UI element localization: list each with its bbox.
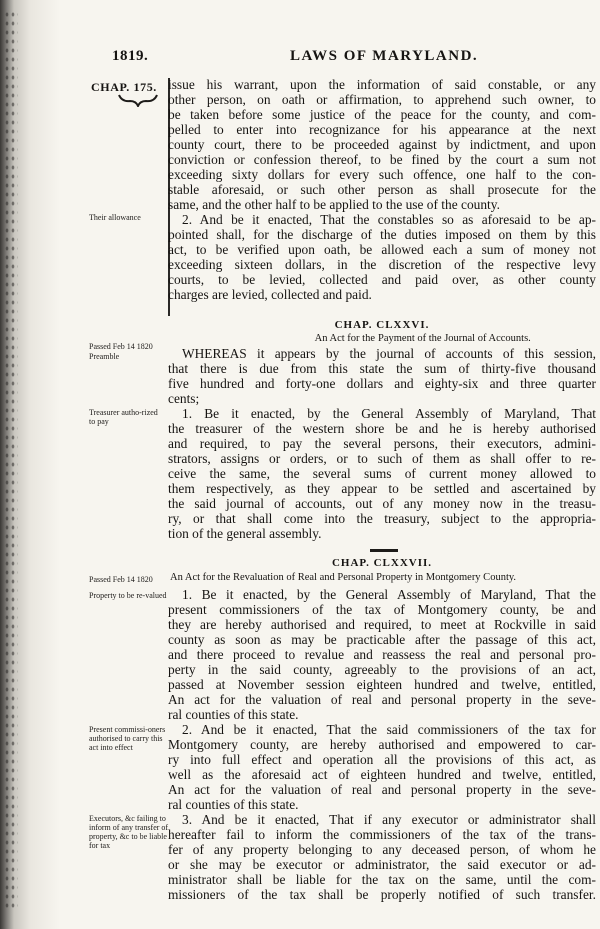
- c177-line-2: present commissioners of the tax of Montgomery county, be and: [168, 602, 596, 617]
- margin-note-executors: Executors, &c failing to inform of any transfer of property, &c to be liable for tax: [89, 814, 169, 850]
- page-binding-shadow: [0, 0, 70, 929]
- c177-line-5: and there proceed to revalue and reassess the real and personal pro-: [168, 647, 596, 662]
- c177-line-1: 1. Be it enacted, by the General Assembly of Maryland, That the: [182, 587, 596, 602]
- c175-line-7: exceeding sixty dollars for every such offence, one half to the con-: [168, 167, 596, 182]
- c175-line-9: same, and the other half to be applied to the use of the county.: [168, 197, 500, 212]
- margin-note-present-commissioners: Present commissi-oners authorised to carry this act into effect: [89, 725, 166, 752]
- c177-line-13: well as the aforesaid act of eighteen hundred and twelve, entitled,: [168, 767, 596, 782]
- c175-line-10: 2. And be it enacted, That the constables so as aforesaid to be ap-: [182, 212, 596, 227]
- page-year: 1819.: [112, 48, 149, 64]
- c177-line-19: or she may be executor or administrator, the said executor or ad-: [168, 857, 596, 872]
- c177-line-9: ral counties of this state.: [168, 707, 299, 722]
- chapter-175-label: CHAP. 175.: [91, 80, 157, 94]
- c176-line-2: that there is due from this state the sum of thirty-five thousand: [168, 361, 596, 376]
- c176-line-4: cents;: [168, 391, 200, 406]
- c175-line-13: exceeding sixteen dollars, in the discretion of the respective levy: [168, 257, 596, 272]
- c176-line-9: ceive the same, the several sums of current money allowed to: [168, 466, 596, 481]
- c176-line-10: them respectively, as they appear to be settled and ascertained by: [168, 481, 596, 496]
- c177-line-3: they are hereby authorised and required, to meet at Rockville in said: [168, 617, 596, 632]
- c176-line-5: 1. Be it enacted, by the General Assembly of Maryland, That: [182, 406, 596, 421]
- c177-line-12: ry into full effect and operation all the provisions of this act, as: [168, 752, 596, 767]
- page-header: [0, 48, 600, 68]
- c175-line-6: conviction or confession thereof, to be fined by the court a sum not: [168, 152, 596, 167]
- margin-note-revalued: Property to be re-valued: [89, 591, 167, 600]
- margin-note-treasurer: Treasurer autho-rized to pay: [89, 408, 158, 426]
- c175-line-3: be taken before some justice of the peace for the county, and com-: [168, 107, 596, 122]
- margin-note-allowance: Their allowance: [89, 213, 141, 222]
- c176-line-7: and required, to pay the several persons, their executors, admini-: [168, 436, 596, 451]
- c177-line-8: An act for the valuation of real and personal property in the seve-: [168, 692, 596, 707]
- c176-line-12: ry, or that shall come into the treasury, subject to the appropria-: [168, 511, 596, 526]
- c176-line-11: the said journal of accounts, out of any money now in the treasu-: [168, 496, 596, 511]
- c176-line-1: WHEREAS it appears by the journal of accounts of this session,: [182, 346, 596, 361]
- c177-line-21: missioners of the tax shall be properly notified of such transfer.: [168, 887, 596, 902]
- chapter-176-heading: CHAP. CLXXVI.: [334, 319, 430, 331]
- c176-line-8: strators, assigns or orders, or to such of them as shall offer to re-: [168, 451, 596, 466]
- c177-line-4: county as soon as may be practicable after the passage of this act,: [168, 632, 596, 647]
- c176-line-3: five hundred and forty-one dollars and eighty-six and three quarter: [168, 376, 596, 391]
- c175-line-8: stable aforesaid, or such other person as shall prosecute for the: [168, 182, 596, 197]
- running-title: LAWS OF MARYLAND.: [290, 48, 479, 64]
- c175-line-2: other person, on oath or affirmation, to apprehend such owner, to: [168, 92, 596, 107]
- c175-line-14: courts, to be levied, collected and paid over, as other county: [168, 272, 596, 287]
- margin-note-passed-177: Passed Feb 14 1820: [89, 575, 153, 584]
- c175-line-15: charges are levied, collected and paid.: [168, 287, 372, 302]
- c177-line-18: fer of any property belonging to any deceased person, of whom he: [168, 842, 596, 857]
- c177-line-20: ministrator shall be liable for the tax on the same, until the com-: [168, 872, 596, 887]
- chapter-176-title-2: Payment of the Journal of Accounts.: [378, 333, 531, 344]
- c177-line-6: perty in the said county, agreeably to the provisions of an act,: [168, 662, 596, 677]
- binding-edge-texture: [4, 10, 18, 910]
- brace-icon: [118, 93, 158, 107]
- c175-line-5: county court, there to be proceeded against by indictment, and upon: [168, 137, 596, 152]
- c177-line-10: 2. And be it enacted, That the said commissioners of the tax for: [182, 722, 596, 737]
- margin-note-passed-176: Passed Feb 14 1820: [89, 342, 153, 351]
- c177-line-14: An act for the valuation of real and personal property in the seve-: [168, 782, 596, 797]
- margin-note-preamble: Preamble: [89, 352, 120, 361]
- c177-line-17: hereafter fail to inform the commissioners of the tax of the trans-: [168, 827, 596, 842]
- c177-line-15: ral counties of this state.: [168, 797, 299, 812]
- chapter-177-title: An Act for the Revaluation of Real and Personal Property in Montgomery County.: [170, 572, 517, 583]
- c175-line-11: pointed shall, for the discharge of the duties imposed on them by this: [168, 227, 596, 242]
- section-divider-dash: [370, 549, 398, 552]
- c176-line-13: tion of the general assembly.: [168, 526, 322, 541]
- c175-line-4: pelled to enter into recognizance for his appearance at the next: [168, 122, 596, 137]
- c176-line-6: the treasurer of the western shore be and he is hereby authorised: [168, 421, 596, 436]
- c177-line-7: passed at November session eighteen hundred and twelve, entitled,: [168, 677, 596, 692]
- c175-line-1: issue his warrant, upon the information of said constable, or any: [168, 77, 596, 92]
- chapter-176-title-1: An Act for the: [314, 333, 375, 344]
- c177-line-11: Montgomery county, are hereby authorised and empowered to car-: [168, 737, 596, 752]
- c175-line-12: act, to be verified upon oath, be allowed each a sum of money not: [168, 242, 596, 257]
- chapter-177-heading: CHAP. CLXXVII.: [331, 557, 433, 569]
- c177-line-16: 3. And be it enacted, That if any executor or administrator shall: [182, 812, 596, 827]
